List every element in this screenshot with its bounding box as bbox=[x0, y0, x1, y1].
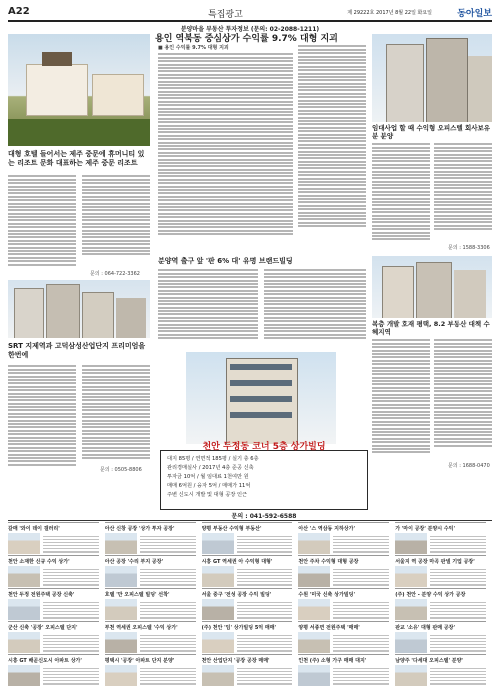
listing-card bbox=[202, 555, 293, 588]
listing-card-photo bbox=[298, 632, 330, 653]
listing-card bbox=[202, 588, 293, 621]
listing-card bbox=[202, 621, 293, 654]
listing-card bbox=[395, 621, 486, 654]
listing-card-title: 가 '마이 공장' 분양시 수익' bbox=[395, 526, 456, 532]
listing-card-text bbox=[237, 567, 293, 587]
article1-text-2 bbox=[82, 174, 150, 266]
listing-card-text bbox=[237, 600, 293, 620]
listing-card-text bbox=[333, 666, 389, 686]
cheonan-ad-box bbox=[160, 442, 368, 520]
listing-card-photo bbox=[8, 632, 40, 653]
listing-card-text bbox=[333, 534, 389, 554]
page-header bbox=[8, 6, 492, 22]
listing-card-photo bbox=[105, 665, 137, 686]
pyeongtaek-photo bbox=[372, 256, 492, 318]
listing-card bbox=[298, 621, 389, 654]
listing-card-title: 양평 서종면 전원주택 '매매' bbox=[298, 625, 360, 631]
article3-phone: 문의 : 1588-3306 bbox=[448, 245, 490, 251]
listing-card-text bbox=[43, 534, 99, 554]
article3-title: 임대사업 할 때 수익형 오피스텔 회사보유분 분양 bbox=[372, 124, 491, 140]
listing-card bbox=[105, 555, 196, 588]
listing-card-title: 판교 '소유' 대형 판매 공장' bbox=[395, 625, 456, 631]
article3-text-2 bbox=[434, 142, 492, 242]
listing-card-title: (주) 천안 '임' 상가빌딩 5억 매매' bbox=[201, 625, 277, 631]
listing-card bbox=[8, 621, 99, 654]
listing-card-text bbox=[140, 666, 196, 686]
listing-card-photo bbox=[8, 533, 40, 554]
ad-bullet: 대지 85평 / 연면적 185평 / 실기 층 6층 bbox=[167, 456, 259, 462]
listing-card-text bbox=[430, 534, 486, 554]
listing-card-photo bbox=[395, 632, 427, 653]
listing-card-photo bbox=[8, 665, 40, 686]
article2-phone: 문의 : 0505-8806 bbox=[100, 467, 142, 473]
listing-card-photo bbox=[105, 599, 137, 620]
yongin-subhead: ■ 용인 수익률 9.7% 대형 지괴 bbox=[158, 45, 229, 51]
listing-card bbox=[8, 654, 99, 687]
listing-card-text bbox=[430, 633, 486, 653]
listing-card-photo bbox=[202, 566, 234, 587]
listing-card-text bbox=[430, 600, 486, 620]
cheonan-ad-title: 천안 두정동 코너 5층 상가빌딩 bbox=[202, 442, 326, 452]
article2-text-2 bbox=[82, 364, 150, 468]
cheonan-building-photo bbox=[186, 352, 336, 444]
listing-card-title: 수원 '미국 신축 상가빌딩' bbox=[298, 592, 355, 598]
listing-card-photo bbox=[202, 632, 234, 653]
ad-bullet: 주변 신도시 개발 및 대형 공장 인근 bbox=[167, 492, 248, 498]
listing-card-text bbox=[140, 633, 196, 653]
listing-card-title: 아산 신창 공장 '상가 투자 공장' bbox=[104, 526, 175, 532]
listing-card-text bbox=[430, 666, 486, 686]
article5-text bbox=[158, 268, 258, 348]
listing-card-photo bbox=[298, 533, 330, 554]
page-number: A22 bbox=[8, 6, 30, 17]
listing-card-text bbox=[43, 633, 99, 653]
banner-headline: 용인 역북동 중심상가 수익률 9.7% 대형 지괴 bbox=[155, 34, 338, 44]
cheonan-ad-phone: 문의 : 041-592-6588 bbox=[231, 513, 297, 520]
ad-bullet: 매매 6억원 / 융자 5억 / 매매가 11억 bbox=[167, 483, 251, 489]
listing-card-text bbox=[333, 567, 389, 587]
listing-card-photo bbox=[202, 533, 234, 554]
listing-card bbox=[298, 654, 389, 687]
listing-card bbox=[202, 522, 293, 555]
listing-card bbox=[105, 588, 196, 621]
listing-card-title: 천안 산업단지 '공장 공장 매매' bbox=[201, 658, 270, 664]
listing-card-text bbox=[333, 600, 389, 620]
yongin-text bbox=[158, 52, 293, 252]
listing-card-text bbox=[43, 666, 99, 686]
listing-card-photo bbox=[298, 566, 330, 587]
officetel-photo bbox=[372, 34, 492, 122]
listing-card bbox=[105, 522, 196, 555]
listing-card-title: (주) 천안 - 분양 수익 상가 공장 bbox=[395, 592, 466, 598]
listing-card-title: 부천 역세권 오피스텔 '수익 상가' bbox=[104, 625, 178, 631]
listing-card-photo bbox=[8, 599, 40, 620]
listing-card-text bbox=[333, 633, 389, 653]
ad-bullet: 투자금 10억 / 월 임대료 1천여만 원 bbox=[167, 474, 249, 480]
srt-photo bbox=[8, 280, 150, 338]
listing-card-photo bbox=[202, 665, 234, 686]
listing-card bbox=[105, 621, 196, 654]
listing-card-text bbox=[430, 567, 486, 587]
article1-text bbox=[8, 174, 76, 274]
article5-title: 분양역 출구 앞 '판 6% 대' 유명 브랜드빌딩 bbox=[158, 257, 293, 265]
listing-card-photo bbox=[298, 599, 330, 620]
listing-card bbox=[8, 555, 99, 588]
listing-card-text bbox=[43, 567, 99, 587]
listing-card-title: 아산 공장 '수리 부지 공장' bbox=[104, 559, 164, 565]
listing-card bbox=[395, 654, 486, 687]
section-title: 특집광고 bbox=[208, 10, 243, 20]
listing-card-photo bbox=[202, 599, 234, 620]
listing-card-text bbox=[43, 600, 99, 620]
listing-card-text bbox=[237, 633, 293, 653]
listing-card bbox=[395, 555, 486, 588]
listing-card bbox=[8, 522, 99, 555]
listing-card-text bbox=[237, 666, 293, 686]
listing-card-title: 천안 두정 전원주택 공장 신축' bbox=[8, 592, 75, 598]
listing-card bbox=[298, 555, 389, 588]
listing-card-photo bbox=[395, 566, 427, 587]
listing-card-title: 서울지 역 공장 마곡 판넬 기업 공장' bbox=[395, 559, 475, 565]
article4-text bbox=[372, 338, 430, 468]
article1-phone: 문의 : 064-722-3362 bbox=[90, 271, 140, 277]
listing-card-title: 군산 신축 '공장' 오피스텔 단지' bbox=[8, 625, 78, 631]
listing-card bbox=[8, 588, 99, 621]
top-strip: 분양마을 부동산 투자정보 (문의: 02-2088-1211) bbox=[180, 26, 320, 33]
listing-card-text bbox=[140, 600, 196, 620]
article3-text bbox=[372, 142, 430, 252]
listing-card bbox=[105, 654, 196, 687]
newspaper-brand: 동아일보 bbox=[457, 9, 492, 19]
listing-card-photo bbox=[298, 665, 330, 686]
listing-card bbox=[298, 588, 389, 621]
divider bbox=[8, 520, 492, 521]
listing-card-title: 갈매 '와이 데이 갤러리' bbox=[8, 526, 60, 532]
issue-date: 제 29222호 2017년 8월 22일 화요일 bbox=[347, 10, 432, 16]
listing-card-photo bbox=[395, 533, 427, 554]
article4-title: 복층 개발 호재 평택, 8.2 부동산 대책 수혜지역 bbox=[372, 320, 490, 336]
listing-card-photo bbox=[395, 665, 427, 686]
yongin-text-2 bbox=[298, 44, 366, 244]
listing-card-text bbox=[140, 567, 196, 587]
article1-title: 대형 호텔 들어서는 제주 중문에 휴머니티 있는 리조트 문화 대표하는 제주 중문 리조트 bbox=[8, 150, 145, 167]
listing-card bbox=[298, 522, 389, 555]
ad-bullet: 관리경매실사 / 2017년 4층 준공 신축 bbox=[167, 465, 254, 471]
listing-card bbox=[202, 654, 293, 687]
listing-card-title: 인천 (주) 소형 가구 매매 대지' bbox=[298, 658, 367, 664]
listing-card-photo bbox=[395, 599, 427, 620]
listing-card-title: 아산 '스 역삼동 지하상가' bbox=[298, 526, 355, 532]
listing-card-photo bbox=[105, 632, 137, 653]
listing-card-title: 평택시 '공장' 아파트 단지 분양' bbox=[104, 658, 175, 664]
listing-card bbox=[395, 522, 486, 555]
cheonan-ad-bullets bbox=[167, 455, 363, 500]
listing-card-title: 시흥 GT 역세권 아 수익형 대형' bbox=[201, 559, 273, 565]
listing-card-photo bbox=[105, 533, 137, 554]
listing-card-text bbox=[237, 534, 293, 554]
article2-title: SRT 지제역과 고덕삼성산업단지 프리미엄을 한번에 bbox=[8, 342, 146, 359]
listing-card-title: 시흥 GT 배곧신도시 아파트 상가' bbox=[8, 658, 82, 664]
article4-text-2 bbox=[434, 338, 492, 460]
article4-phone: 문의 : 1688-0470 bbox=[448, 463, 490, 469]
listing-card-photo bbox=[8, 566, 40, 587]
listing-card-title: 양평 부동산 수익형 부동산' bbox=[201, 526, 262, 532]
listing-card-title: 천안 주차 수익형 대형 공장 bbox=[298, 559, 359, 565]
listing-card-text bbox=[140, 534, 196, 554]
article5-text-2 bbox=[264, 268, 366, 348]
resort-photo bbox=[8, 34, 150, 146]
listing-card bbox=[395, 588, 486, 621]
article2-text bbox=[8, 364, 76, 476]
listing-card-title: 서울 중구 '전성 공장 수익 빌딩' bbox=[201, 592, 272, 598]
listing-card-title: 남양주 '다세대 오피스텔' 분양' bbox=[395, 658, 463, 664]
listing-card-title: 천안 소재한 신규 수익 상가' bbox=[8, 559, 70, 565]
listing-card-photo bbox=[105, 566, 137, 587]
listing-card-title: 호텔 '만 오피스텔 빌딩' 선착' bbox=[104, 592, 170, 598]
